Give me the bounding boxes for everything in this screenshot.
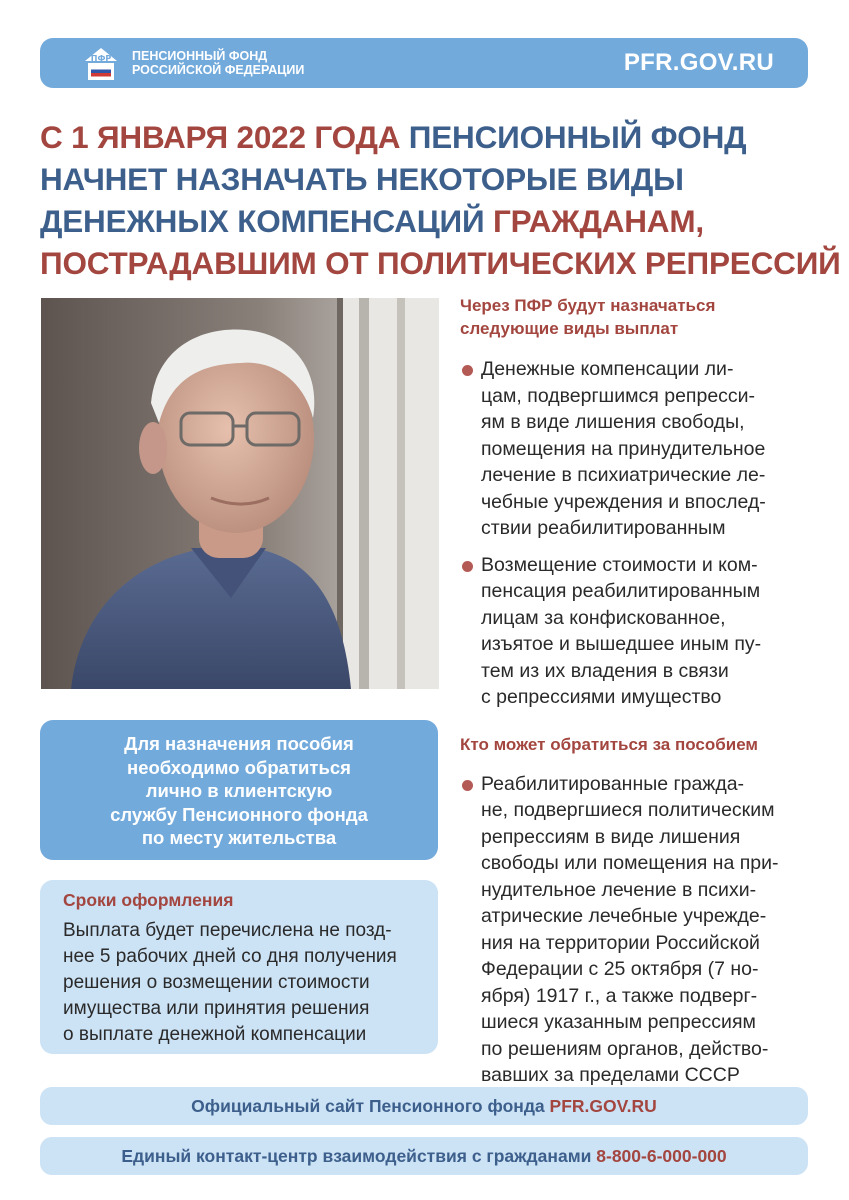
headline xyxy=(40,116,841,284)
payments-item1-line: ствии реабилитированным xyxy=(481,517,726,539)
eligibility-line: Реабилитированные гражда- xyxy=(481,772,745,795)
eligibility-line: ября) 1917 г., а также подверг- xyxy=(481,984,758,1007)
headline-line-3 xyxy=(40,200,830,242)
org-name xyxy=(132,49,304,77)
payments-item1-line: ям в виде лишения свободы, xyxy=(481,411,745,433)
eligibility-line: атрические лечебные учрежде- xyxy=(481,905,767,927)
apply-line: необходимо обратиться xyxy=(127,756,351,778)
payments-title-line1: Через ПФР будут назначаться xyxy=(460,296,716,315)
headline-line-2: НАЧНЕТ НАЗНАЧАТЬ НЕКОТОРЫЕ ВИДЫ xyxy=(40,161,684,197)
terms-line: Выплата будет перечислена не позд- xyxy=(63,920,392,941)
eligibility-line: шиеся указанным репрессиям xyxy=(481,1011,756,1033)
terms-text xyxy=(63,918,429,1048)
terms-box xyxy=(40,880,438,1054)
footer-contact-label: Единый контакт-центр взаимодействия с гражданами xyxy=(121,1146,597,1166)
terms-line: о выплате денежной компенсации xyxy=(63,1024,367,1045)
org-name-line2: РОССИЙСКОЙ ФЕДЕРАЦИИ xyxy=(132,63,305,77)
headline-date: С 1 ЯНВАРЯ 2022 ГОДА xyxy=(40,119,401,155)
eligibility-line: свободы или помещения на при- xyxy=(481,852,779,874)
payments-item1-line: цам, подвергшимся репресси- xyxy=(481,384,756,407)
eligibility-title-text: Кто может обратиться за пособием xyxy=(460,734,759,754)
footer-site-label: Официальный сайт Пенсионного фонда xyxy=(191,1096,550,1116)
apply-line: службу Пенсионного фонда xyxy=(110,803,368,825)
list-item xyxy=(460,771,810,1089)
terms-line: имущества или принятия решения xyxy=(63,998,370,1019)
footer-site-bar xyxy=(40,1087,808,1125)
payments-title xyxy=(460,294,810,340)
svg-text:ПФР: ПФР xyxy=(90,54,112,63)
list-item xyxy=(460,356,810,542)
payments-list xyxy=(460,356,810,711)
eligibility-line: по решениям органов, действо- xyxy=(481,1037,769,1060)
footer-phone-link[interactable]: 8-800-6-000-000 xyxy=(596,1146,727,1166)
headline-line-4: ПОСТРАДАВШИМ ОТ ПОЛИТИЧЕСКИХ РЕПРЕССИЙ xyxy=(40,245,841,281)
site-link[interactable]: PFR.GOV.RU xyxy=(623,49,774,76)
terms-title: Сроки оформления xyxy=(63,890,234,910)
footer-site-link[interactable]: PFR.GOV.RU xyxy=(549,1096,657,1116)
eligibility-list xyxy=(460,771,810,1089)
payments-item2-line: изъятое и вышедшее иным пу- xyxy=(481,633,762,655)
headline-compensations: ДЕНЕЖНЫХ КОМПЕНСАЦИЙ xyxy=(40,203,493,239)
payments-item1-line: помещения на принудительное xyxy=(481,437,766,460)
footer-contact-bar xyxy=(40,1137,808,1175)
photo-elderly-man xyxy=(41,298,439,689)
pfr-logo-icon xyxy=(82,44,120,82)
bullet-icon xyxy=(462,780,473,791)
payments-item1-line: чебные учреждения и впослед- xyxy=(481,490,766,513)
eligibility-line: Федерации с 25 октября (7 но- xyxy=(481,958,759,980)
eligibility-line: репрессиям в виде лишения xyxy=(481,825,741,848)
apply-line: лично в клиентскую xyxy=(145,780,333,801)
payments-item2-line: тем из их владения в связи xyxy=(481,659,729,682)
eligibility-line: ния на территории Российской xyxy=(481,931,760,954)
header-bar xyxy=(40,38,808,88)
bullet-icon xyxy=(462,561,473,572)
eligibility-line: нудительное лечение в психи- xyxy=(481,878,757,901)
right-column xyxy=(460,294,810,1089)
payments-item1-line: лечение в психиатрические ле- xyxy=(481,464,766,486)
payments-item2-line: пенсация реабилитированным xyxy=(481,580,761,602)
headline-fund: ПЕНСИОННЫЙ ФОНД xyxy=(400,119,747,155)
payments-item2-line: Возмещение стоимости и ком- xyxy=(481,553,758,576)
payments-title-line2: следующие виды выплат xyxy=(460,319,679,338)
apply-line: Для назначения пособия xyxy=(124,733,354,754)
terms-line: нее 5 рабочих дней со дня получения xyxy=(63,946,397,967)
org-name-line1: ПЕНСИОННЫЙ ФОНД xyxy=(132,49,268,63)
payments-item1-line: Денежные компенсации ли- xyxy=(481,358,734,380)
eligibility-line: не, подвергшиеся политическим xyxy=(481,799,775,821)
apply-line: по месту жительства xyxy=(141,827,337,848)
eligibility-line: вавших за пределами СССР xyxy=(481,1064,740,1086)
bullet-icon xyxy=(462,365,473,376)
headline-citizens: ГРАЖДАНАМ, xyxy=(492,203,704,239)
headline-line-1 xyxy=(40,116,830,158)
eligibility-title xyxy=(460,733,810,756)
payments-item2-line: лицам за конфискованное, xyxy=(481,606,726,629)
apply-info-box xyxy=(40,720,438,860)
terms-line: решения о возмещении стоимости xyxy=(63,972,370,993)
list-item xyxy=(460,552,810,711)
payments-item2-line: с репрессиями имущество xyxy=(481,686,722,708)
